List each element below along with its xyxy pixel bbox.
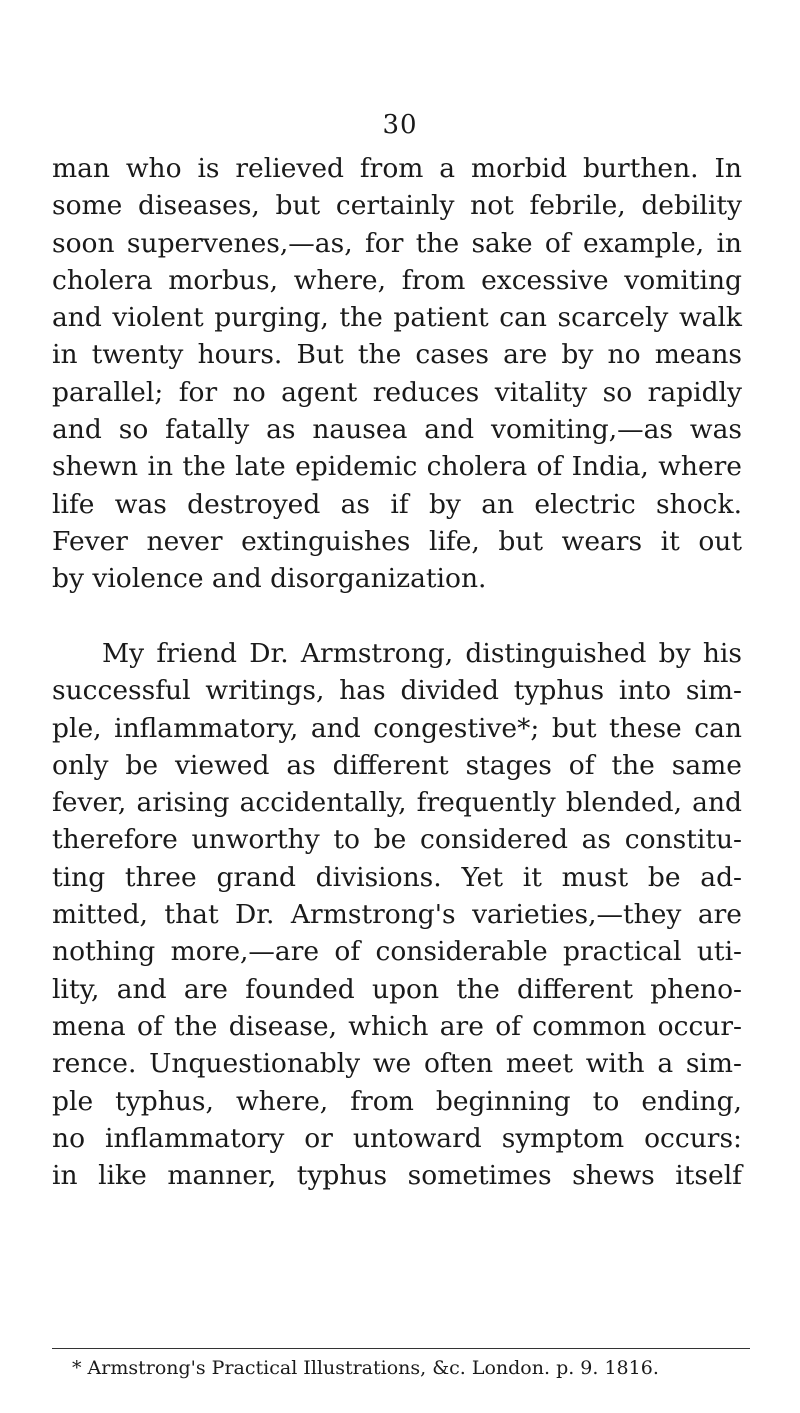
text-line: nothing more,—are of considerable practical uti- <box>52 936 742 968</box>
text-line: shewn in the late epidemic cholera of India, where <box>52 451 742 483</box>
text-line: and so fatally as nausea and vomiting,—as was <box>52 414 742 446</box>
text-line: successful writings, has divided typhus into sim- <box>52 675 742 707</box>
footnote: * Armstrong's Practical Illustrations, &c. London. p. 9. 1816. <box>72 1357 659 1379</box>
paragraph-2 <box>52 635 742 1194</box>
text-line: in twenty hours. But the cases are by no means <box>52 339 742 371</box>
text-line: rence. Unquestionably we often meet with a sim- <box>52 1048 742 1080</box>
text-line: ting three grand divisions. Yet it must be ad- <box>52 861 742 893</box>
text-line: life was destroyed as if by an electric shock. <box>52 488 742 520</box>
text-line: some diseases, but certainly not febrile, debility <box>52 190 742 222</box>
paragraph-1 <box>52 150 742 598</box>
text-line: ple typhus, where, from beginning to ending, <box>52 1085 742 1117</box>
text-line: Fever never extinguishes life, but wears it out <box>52 525 742 557</box>
text-line: fever, arising accidentally, frequently blended, and <box>52 787 742 819</box>
text-line: lity, and are founded upon the different pheno- <box>52 973 742 1005</box>
text-line: only be viewed as different stages of the same <box>52 749 742 781</box>
text-line: no inflammatory or untoward symptom occurs: <box>52 1122 742 1154</box>
text-line: soon supervenes,—as, for the sake of example, in <box>52 227 742 259</box>
text-line: cholera morbus, where, from excessive vomiting <box>52 264 742 296</box>
text-line: by violence and disorganization. <box>52 563 487 595</box>
text-line: man who is relieved from a morbid burthen. In <box>52 153 742 184</box>
text-line: mena of the disease, which are of common occur- <box>52 1010 742 1042</box>
text-line: parallel; for no agent reduces vitality so rapidly <box>52 376 742 408</box>
text-line: mitted, that Dr. Armstrong's varieties,—they are <box>52 899 742 931</box>
text-line: therefore unworthy to be considered as constitu- <box>52 824 742 856</box>
footnote-divider <box>52 1348 750 1349</box>
text-line: and violent purging, the patient can scarcely walk <box>52 302 742 334</box>
text-line: in like manner, typhus sometimes shews itself <box>52 1160 742 1192</box>
text-line: My friend Dr. Armstrong, distinguished by his <box>102 638 742 669</box>
page-number: 30 <box>382 110 418 140</box>
text-line: ple, inflammatory, and congestive*; but these can <box>52 712 742 744</box>
